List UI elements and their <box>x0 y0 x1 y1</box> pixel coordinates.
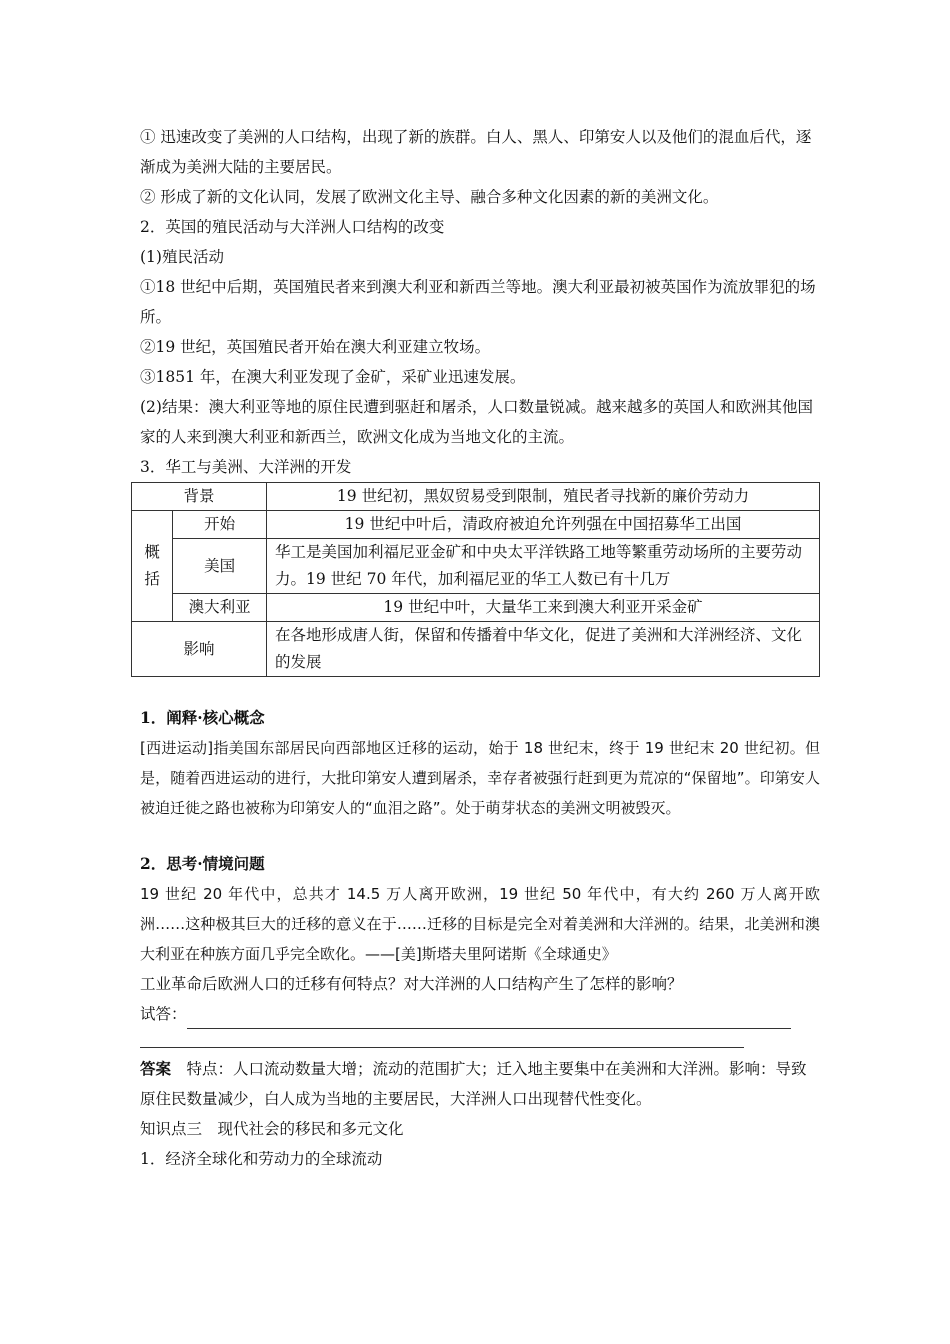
table-cell-us-text: 华工是美国加利福尼亚金矿和中央太平洋铁路工地等繁重劳动场所的主要劳动力。19 世纪 70 年代，加利福尼亚的华工人数已有十几万 <box>267 539 820 594</box>
answer-input-line-1[interactable] <box>187 1012 791 1029</box>
paragraph-population-structure: ① 迅速改变了美洲的人口结构，出现了新的族群。白人、黑人、印第安人以及他们的混血后代，逐渐成为美洲大陆的主要居民。 <box>140 128 812 176</box>
answer-input-line-2[interactable] <box>140 1029 744 1048</box>
item-19th-century: ②19 世纪，英国殖民者开始在澳大利亚建立牧场。 <box>140 338 491 356</box>
item-18th-century: ①18 世纪中后期，英国殖民者来到澳大利亚和新西兰等地。澳大利亚最初被英国作为流放罪犯的场所。 <box>140 278 816 326</box>
paragraph-quote-global-history: 19 世纪 20 年代中，总共才 14.5 万人离开欧洲，19 世纪 50 年代中，有大约 260 万人离开欧洲……这种极其巨大的迁移的意义在于……迁移的目标是完全对着美洲和大洋洲的。结果，北美洲和澳大利亚在种族方面几乎完全欧化。——[美]斯塔夫里阿诺斯《全球通史》 <box>140 885 820 963</box>
table-cell-summary-label <box>132 511 173 622</box>
table-cell-start-text: 19 世纪中叶后，清政府被迫允许列强在中国招募华工出国 <box>267 511 820 539</box>
summary-label-char-2: 括 <box>144 570 160 588</box>
paragraph-result: (2)结果：澳大利亚等地的原住民遭到驱赶和屠杀，人口数量锐减。越来越多的英国人和欧洲其他国家的人来到澳大利亚和新西兰，欧洲文化成为当地文化的主流。 <box>140 398 813 446</box>
try-answer-row <box>140 999 820 1029</box>
answer-paragraph <box>140 1054 820 1114</box>
try-answer-label: 试答： <box>140 1005 187 1023</box>
document-page <box>140 122 820 1174</box>
table-cell-australia-text: 19 世纪中叶，大量华工来到澳大利亚开采金矿 <box>267 594 820 622</box>
table-cell-impact-text: 在各地形成唐人街，保留和传播着中华文化，促进了美洲和大洋洲经济、文化的发展 <box>267 622 820 677</box>
table-row-impact <box>132 622 820 677</box>
table-cell-impact-label: 影响 <box>132 622 267 677</box>
summary-label-char-1: 概 <box>144 543 160 561</box>
subheading-colonial-activity: (1)殖民活动 <box>140 248 224 266</box>
heading-economic-globalization: 1．经济全球化和劳动力的全球流动 <box>140 1150 383 1168</box>
table-cell-australia-label: 澳大利亚 <box>173 594 267 622</box>
table-row-start <box>132 511 820 539</box>
item-1851-gold: ③1851 年，在澳大利亚发现了金矿，采矿业迅速发展。 <box>140 368 526 386</box>
table-row-background <box>132 483 820 511</box>
table-cell-us-label: 美国 <box>173 539 267 594</box>
chinese-laborers-table <box>131 482 820 677</box>
table-row-australia <box>132 594 820 622</box>
paragraph-cultural-identity: ② 形成了新的文化认同，发展了欧洲文化主导、融合多种文化因素的新的美洲文化。 <box>140 188 719 206</box>
table-cell-start-label: 开始 <box>173 511 267 539</box>
heading-british-colonial: 2．英国的殖民活动与大洋洲人口结构的改变 <box>140 218 445 236</box>
table-cell-background-label: 背景 <box>132 483 267 511</box>
answer-label: 答案 <box>140 1059 172 1078</box>
heading-chinese-laborers: 3．华工与美洲、大洋洲的开发 <box>140 458 352 476</box>
heading-knowledge-point-3: 知识点三 现代社会的移民和多元文化 <box>140 1120 404 1138</box>
paragraph-westward-movement: [西进运动]指美国东部居民向西部地区迁移的运动，始于 18 世纪末，终于 19 世纪末 20 世纪初。但是，随着西进运动的进行，大批印第安人遭到屠杀，幸存者被强行赶到更为荒凉的“保留地”。印第安人被迫迁徙之路也被称为印第安人的“血泪之路”。处于萌芽状态的美洲文明被毁灭。 <box>140 739 820 817</box>
table-row-us <box>132 539 820 594</box>
heading-core-concept: 1．阐释·核心概念 <box>140 708 265 727</box>
question-text: 工业革命后欧洲人口的迁移有何特点？对大洋洲的人口结构产生了怎样的影响？ <box>140 975 683 993</box>
heading-thinking-question: 2．思考·情境问题 <box>140 854 265 873</box>
table-cell-background-text: 19 世纪初，黑奴贸易受到限制，殖民者寻找新的廉价劳动力 <box>267 483 820 511</box>
answer-text: 特点：人口流动数量大增；流动的范围扩大；迁入地主要集中在美洲和大洋洲。影响：导致原住民数量减少，白人成为当地的主要居民，大洋洲人口出现替代性变化。 <box>140 1060 807 1108</box>
